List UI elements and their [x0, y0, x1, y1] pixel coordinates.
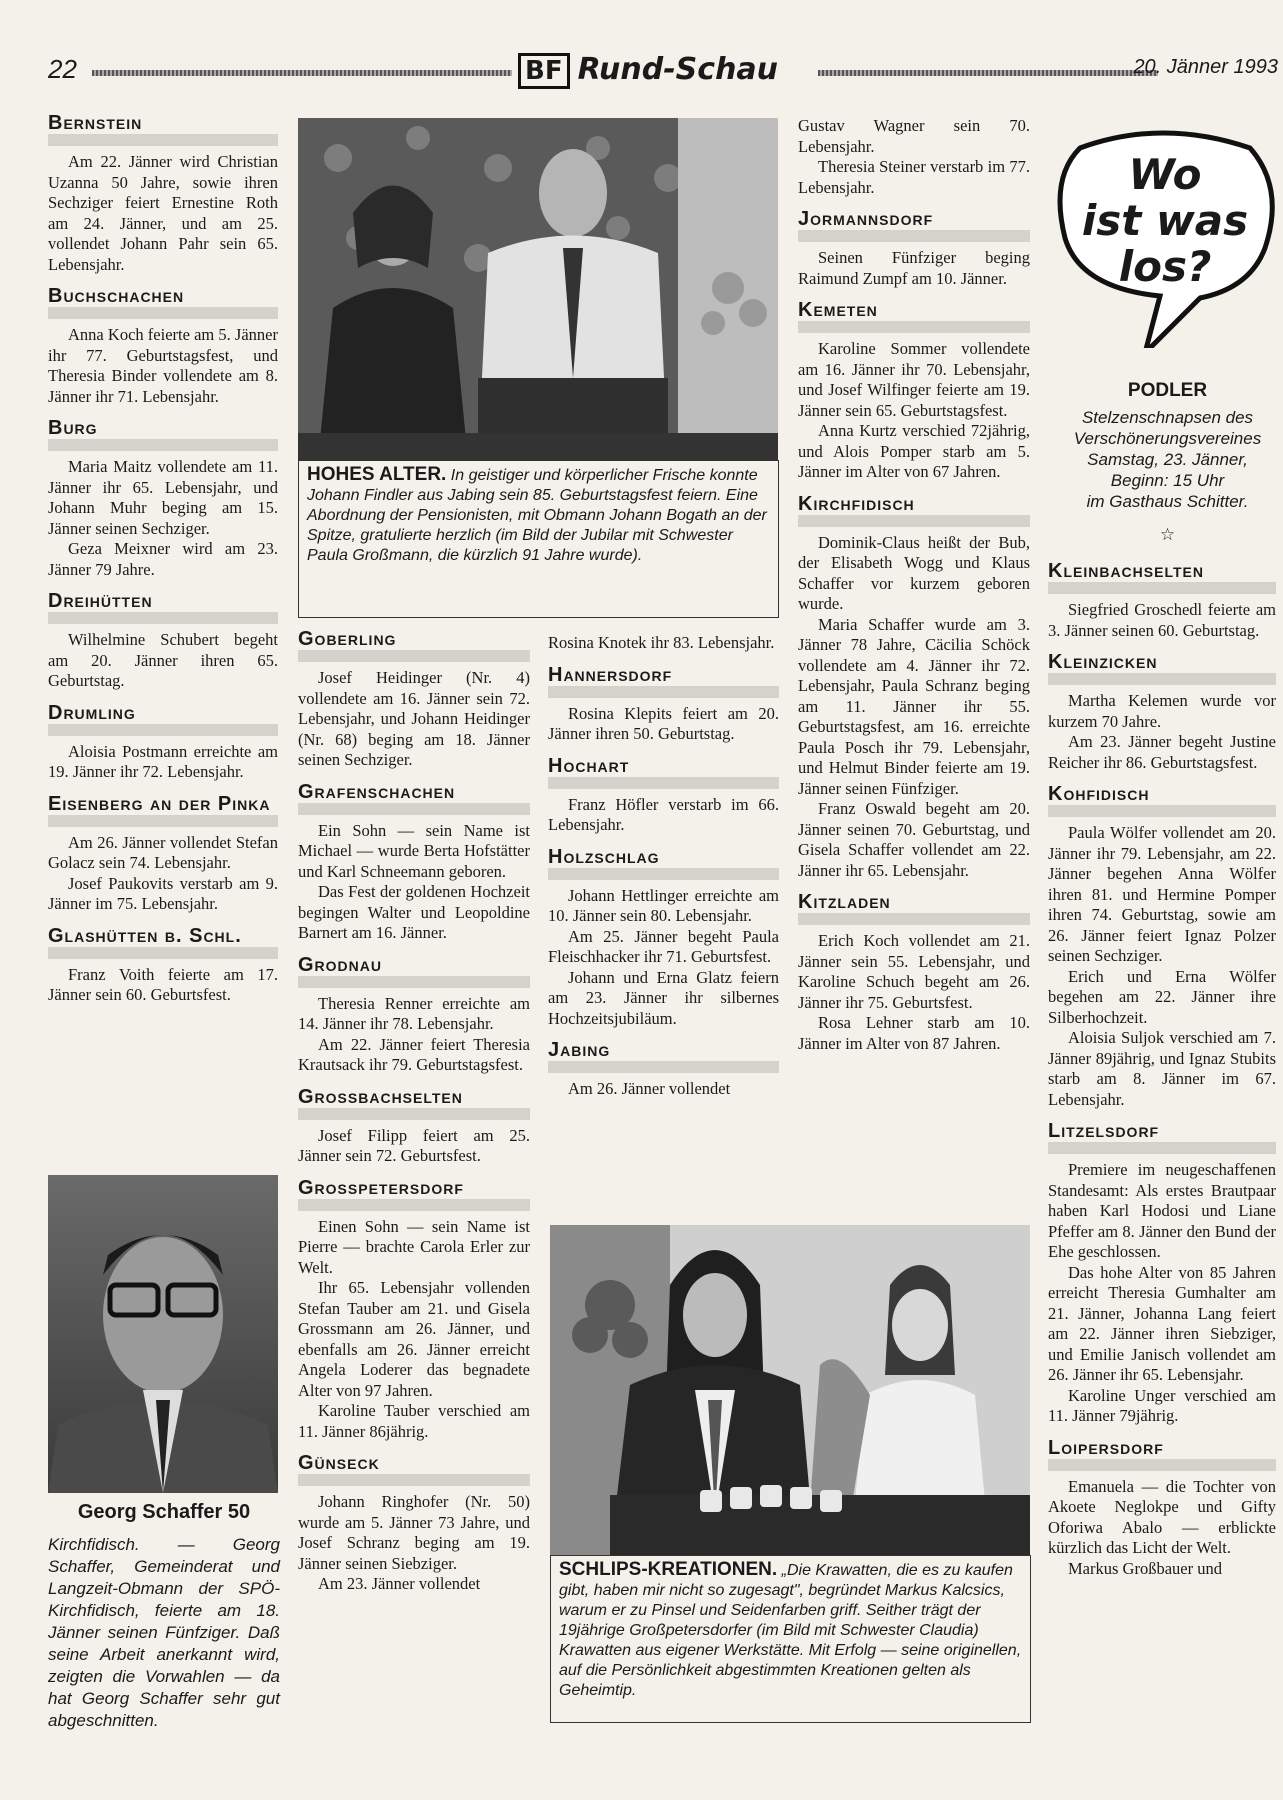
event-box	[1060, 380, 1275, 545]
section-heading-kleinzicken: Kleinzicken	[1048, 651, 1276, 685]
caption-hohes-alter	[298, 460, 779, 618]
section-heading-bernstein: Bernstein	[48, 112, 278, 146]
caption-text-2: „Die Krawatten, die es zu kaufen gibt, haben mir nicht so zugesagt", begründet Markus Kalcsics, warum er zu Pinsel und Seidenfarben griff. Seither trägt der 19jährige Großpetersdorfer (im Bild mit Schwester Claudia) Krawatten aus eigener Werkstätte. Mit Erfolg — seine originellen, auf die Persönlichkeit abgestimmten Kreationen gelten als Geheimtip.	[559, 1562, 1022, 1699]
caption-title: HOHES ALTER.	[307, 464, 447, 485]
section-heading-kirchfidisch: Kirchfidisch	[798, 493, 1030, 527]
section-heading-litzelsdorf: Litzelsdorf	[1048, 1120, 1276, 1154]
news-paragraph: Ihr 65. Lebensjahr vollenden Stefan Tauber am 21. und Gisela Grossmann am 26. Jänner, und ebenfalls am 26. Jänner erreicht Angela Loderer das begnadete Alter von 97 Jahren.	[298, 1278, 530, 1400]
news-paragraph: Siegfried Groschedl feierte am 3. Jänner seinen 60. Geburtstag.	[1048, 600, 1276, 640]
section-heading-jabing: Jabing	[548, 1039, 779, 1073]
bubble-line-3: los?	[1118, 242, 1212, 291]
news-paragraph: Aloisia Suljok verschied am 7. Jänner 89jährig, und Ignaz Stubits starb am 8. Jänner im 67. Lebensjahr.	[1048, 1028, 1276, 1109]
logo-name: Rund-Schau	[577, 52, 779, 87]
photo-hohes-alter	[298, 118, 778, 460]
news-paragraph: Karoline Sommer vollendete am 16. Jänner ihr 70. Lebensjahr, und Josef Wilfinger feierte am 19. Jänner sein 65. Geburtstagsfest.	[798, 339, 1030, 420]
news-paragraph: Franz Oswald begeht am 20. Jänner seinen 70. Geburtstag, und Gisela Schaffer vollendet am 22. Jänner ihr 65. Lebensjahr.	[798, 799, 1030, 880]
section-heading-burg: Burg	[48, 417, 278, 451]
news-paragraph: Am 26. Jänner vollendet Stefan Golacz sein 74. Lebensjahr.	[48, 832, 278, 872]
section-heading-gu-nseck: Günseck	[298, 1452, 530, 1486]
news-paragraph: Das hohe Alter von 85 Jahren erreicht Theresia Gumhalter am 21. Jänner, Johanna Lang feiert am 22. Jänner ihren Siebziger, und Emilie Janisch vollendet am 26. Jänner ihr 65. Lebensjahr.	[1048, 1262, 1276, 1384]
news-paragraph: Am 22. Jänner wird Christian Uzanna 50 Jahre, sowie ihren Sechziger feiert Ernestine Roth am 24. Jänner, und am 25. vollendet Johann Pahr sein 65. Lebensjahr.	[48, 152, 278, 274]
section-heading-holzschlag: Holzschlag	[548, 846, 779, 880]
news-paragraph: Anna Koch feierte am 5. Jänner ihr 77. Geburtstagsfest, und Theresia Binder vollendete am 8. Jänner ihr 71. Lebensjahr.	[48, 325, 278, 406]
news-paragraph: Johann und Erna Glatz feiern am 23. Jänner ihr silbernes Hochzeitsjubiläum.	[548, 967, 779, 1028]
portrait-photo	[48, 1175, 278, 1493]
news-paragraph: Franz Voith feierte am 17. Jänner sein 60. Geburtsfest.	[48, 964, 278, 1004]
column-1	[48, 112, 278, 1006]
column-5	[1048, 560, 1276, 1579]
news-paragraph: Am 22. Jänner feiert Theresia Krautsack ihr 79. Geburtstagsfest.	[298, 1034, 530, 1074]
section-heading-glashu-tten-b-schl: Glashütten b. Schl.	[48, 925, 278, 959]
logo-abbr: BF	[518, 53, 570, 89]
news-paragraph: Josef Filipp feiert am 25. Jänner sein 72. Geburtsfest.	[298, 1125, 530, 1165]
column-3	[548, 633, 779, 1100]
news-paragraph: Premiere im neugeschaffenen Standesamt: Als erstes Brautpaar haben Karl Hodosi und Liane Pfeffer am 8. Jänner den Bund der Ehe geschlossen.	[1048, 1160, 1276, 1261]
section-heading-buchschachen: Buchschachen	[48, 285, 278, 319]
news-paragraph: Johann Hettlinger erreichte am 10. Jänner sein 80. Lebensjahr.	[548, 885, 779, 925]
news-paragraph: Rosa Lehner starb am 10. Jänner im Alter von 87 Jahren.	[798, 1013, 1030, 1053]
section-heading-hannersdorf: Hannersdorf	[548, 664, 779, 698]
news-paragraph: Am 26. Jänner vollendet	[568, 1079, 731, 1098]
news-paragraph: Theresia Renner erreichte am 14. Jänner ihr 78. Lebensjahr.	[298, 993, 530, 1033]
photo-schlips-kreationen	[550, 1225, 1030, 1555]
section-heading-drumling: Drumling	[48, 702, 278, 736]
news-paragraph: Maria Schaffer wurde am 3. Jänner 78 Jahre, Cäcilia Schöck vollendete am 4. Jänner ihr 72. Lebensjahr, Paula Schranz beging am 11. Jänner ihr 55. Geburtstagsfest, am 16. erreichte Paula Posch ihr 79. Lebensjahr, und Helmut Binder feierte am 19. Jänner seinen Fünfziger.	[798, 614, 1030, 798]
event-line: Stelzenschnapsen des	[1081, 408, 1254, 427]
masthead-logo	[518, 52, 858, 92]
section-heading-kitzladen: Kitzladen	[798, 891, 1030, 925]
issue-date: 20. Jänner 1993	[1133, 56, 1278, 78]
column-2	[298, 628, 530, 1595]
section-heading-grafenschachen: Grafenschachen	[298, 781, 530, 815]
event-line: Verschönerungsvereines	[1073, 429, 1262, 448]
news-paragraph: Franz Höfler verstarb im 66. Lebensjahr.	[548, 794, 779, 834]
news-paragraph: Dominik-Claus heißt der Bub, der Elisabeth Wogg und Klaus Schaffer vor kurzem geboren wurde.	[798, 532, 1030, 613]
news-paragraph: Erich Koch vollendet am 21. Jänner sein 55. Lebensjahr, und Karoline Schuch begeht am 26. Jänner ihr 75. Geburtsfest.	[798, 931, 1030, 1012]
news-paragraph: Paula Wölfer vollendet am 20. Jänner ihr 79. Lebensjahr, am 22. Jänner begehen Anna Wölfer ihren 81. und Hermine Pomper ihren 74. Geburtstag, sowie am 26. Jänner feiert Ignaz Polzer seinen Sechziger.	[1048, 823, 1276, 965]
news-paragraph: Am 23. Jänner begeht Justine Reicher ihr 86. Geburtstagsfest.	[1048, 732, 1276, 772]
caption-text: In geistiger und körperlicher Frische konnte Johann Findler aus Jabing sein 85. Geburtstagsfest feiern. Eine Abordnung der Pensionisten, mit Obmann Johann Bogath an der Spitze, gratulierte herzlich (im Bild der Jubilar mit Schwester Paula Großmann, die kürzlich 91 Jahre wurde).	[307, 467, 767, 564]
event-line: im Gasthaus Schitter.	[1086, 492, 1249, 511]
news-paragraph: Am 23. Jänner vollendet	[318, 1574, 481, 1593]
section-heading-grodnau: Grodnau	[298, 954, 530, 988]
news-paragraph: Anna Kurtz verschied 72jährig, und Alois Pomper starb am 5. Jänner im Alter von 67 Jahren.	[798, 421, 1030, 481]
event-line: Samstag, 23. Jänner,	[1087, 450, 1248, 469]
news-paragraph: Geza Meixner wird am 23. Jänner 79 Jahre.	[48, 539, 278, 579]
news-paragraph: Theresia Steiner verstarb im 77. Lebensjahr.	[798, 157, 1030, 197]
news-paragraph: Rosina Knotek ihr 83. Lebensjahr.	[548, 633, 775, 652]
event-title: PODLER	[1127, 380, 1208, 401]
portrait-name: Georg Schaffer 50	[77, 1501, 251, 1523]
portrait-caption: Kirchfidisch. — Georg Schaffer, Gemeinderat und Langzeit-Obmann der SPÖ-Kirchfidisch, feierte am 18. Jänner seinen Fünfziger. Daß seine Arbeit anerkannt wird, zeigten die Vorwahlen — da hat Georg Schaffer sehr gut abgeschnitten.	[48, 1535, 280, 1730]
news-paragraph: Karoline Tauber verschied am 11. Jänner 86jährig.	[298, 1401, 530, 1441]
news-paragraph: Karoline Unger verschied am 11. Jänner 79jährig.	[1048, 1385, 1276, 1425]
news-paragraph: Martha Kelemen wurde vor kurzem 70 Jahre.	[1048, 691, 1276, 731]
news-paragraph: Aloisia Postmann erreichte am 19. Jänner ihr 72. Lebensjahr.	[48, 741, 278, 781]
bubble-line-2: ist was	[1081, 196, 1249, 245]
news-paragraph: Erich und Erna Wölfer begehen am 22. Jänner ihre Silberhochzeit.	[1048, 966, 1276, 1027]
bubble-line-1: Wo	[1128, 150, 1202, 199]
section-heading-grosspetersdorf: Grosspetersdorf	[298, 1177, 530, 1211]
section-heading-hochart: Hochart	[548, 755, 779, 789]
event-line: Beginn: 15 Uhr	[1110, 471, 1225, 490]
page-number: 22	[48, 54, 77, 84]
section-heading-kleinbachselten: Kleinbachselten	[1048, 560, 1276, 594]
news-paragraph: Seinen Fünfziger beging Raimund Zumpf am 10. Jänner.	[798, 248, 1030, 288]
news-paragraph: Josef Paukovits verstarb am 9. Jänner im 75. Lebensjahr.	[48, 873, 278, 913]
bubble-text	[1080, 152, 1250, 290]
section-heading-jormannsdorf: Jormannsdorf	[798, 208, 1030, 242]
section-heading-loipersdorf: Loipersdorf	[1048, 1437, 1276, 1471]
news-paragraph: Emanuela — die Tochter von Akoete Neglokpe und Gifty Oforiwa Abalo — erblickte kürzlich das Licht der Welt.	[1048, 1476, 1276, 1557]
news-paragraph: Johann Ringhofer (Nr. 50) wurde am 5. Jänner 73 Jahre, und Josef Schranz beging am 19. Jänner seinen Siebziger.	[298, 1492, 530, 1573]
portrait-block	[48, 1175, 280, 1732]
column-4	[798, 116, 1030, 1054]
section-heading-grossbachselten: Grossbachselten	[298, 1086, 530, 1120]
section-heading-kohfidisch: Kohfidisch	[1048, 783, 1276, 817]
section-heading-goberling: Goberling	[298, 628, 530, 662]
news-paragraph: Rosina Klepits feiert am 20. Jänner ihren 50. Geburtstag.	[548, 703, 779, 743]
caption-title-2: SCHLIPS-KREATIONEN.	[559, 1559, 778, 1580]
news-paragraph: Wilhelmine Schubert begeht am 20. Jänner ihren 65. Geburtstag.	[48, 630, 278, 690]
news-paragraph: Gustav Wagner sein 70. Lebensjahr.	[798, 116, 1030, 156]
news-paragraph: Einen Sohn — sein Name ist Pierre — brachte Carola Erler zur Welt.	[298, 1216, 530, 1277]
caption-schlips-kreationen	[550, 1555, 1031, 1723]
header-rule-right	[818, 70, 1158, 76]
news-paragraph: Ein Sohn — sein Name ist Michael — wurde Berta Hofstätter und Karl Schneemann geboren.	[298, 820, 530, 881]
news-paragraph: Das Fest der goldenen Hochzeit begingen Walter und Leopoldine Barnert am 16. Jänner.	[298, 882, 530, 942]
star-icon: ☆	[1159, 525, 1176, 544]
news-paragraph: Markus Großbauer und	[1068, 1558, 1222, 1578]
section-heading-kemeten: Kemeten	[798, 299, 1030, 333]
news-paragraph: Josef Heidinger (Nr. 4) vollendete am 16. Jänner sein 72. Lebensjahr, und Johann Heidinger (Nr. 68) beging am 18. Jänner seinen Sechziger.	[298, 668, 530, 769]
header-rule-left	[92, 70, 512, 76]
page-header	[48, 54, 1278, 90]
news-paragraph: Am 25. Jänner begeht Paula Fleischhacker ihr 71. Geburtsfest.	[548, 926, 779, 966]
news-paragraph: Maria Maitz vollendete am 11. Jänner ihr 65. Lebensjahr, und Johann Muhr beging am 15. Jänner seinen Sechziger.	[48, 457, 278, 538]
section-heading-dreihu-tten: Dreihütten	[48, 590, 278, 624]
section-heading-eisenberg-an-der-pinka: Eisenberg an der Pinka	[48, 793, 278, 827]
